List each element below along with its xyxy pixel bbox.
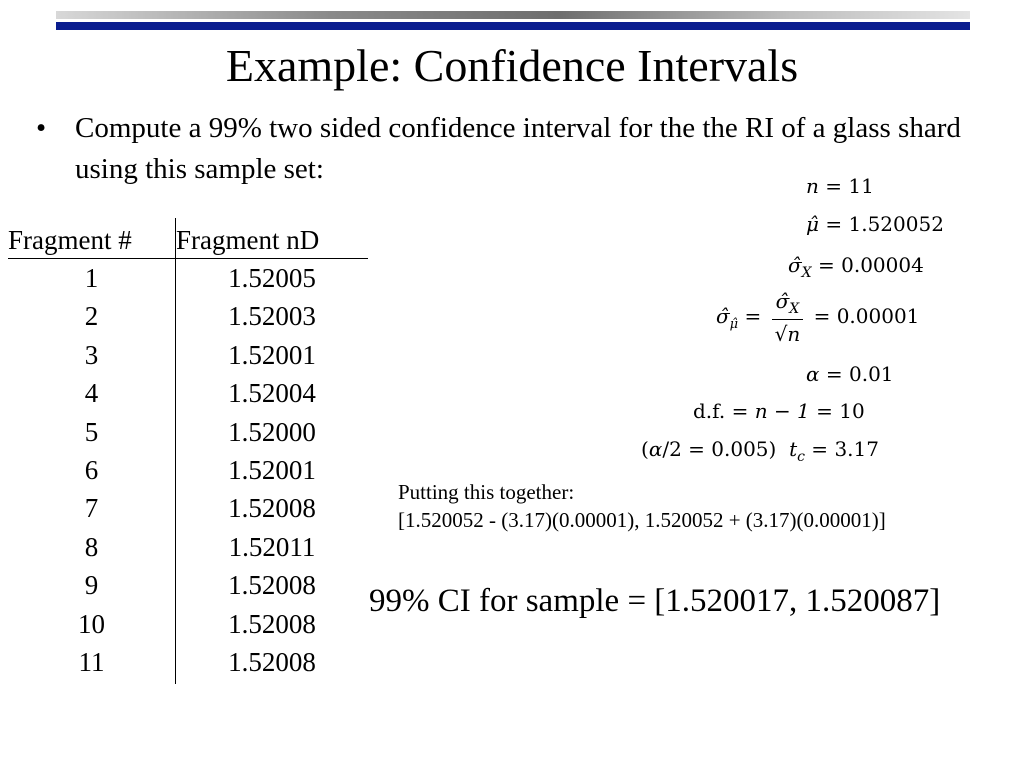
table-body <box>8 261 368 683</box>
table-row <box>8 568 368 606</box>
header-fragment-nd: Fragment nD <box>176 225 320 255</box>
fragment-nd-value: 1.52001 <box>228 454 316 485</box>
df-label: d.f. <box>693 399 726 423</box>
fragment-number: 11 <box>78 646 105 677</box>
fragment-number: 10 <box>78 608 105 639</box>
fragment-number: 9 <box>84 570 99 601</box>
table-row <box>8 299 368 337</box>
eq-degrees-of-freedom: d.f. = n − 1 = 10 <box>693 399 865 423</box>
eq-critical-t: (α/2 = 0.005) $t_c = 3.17$ <box>641 437 879 465</box>
putting-together-label: Putting this together: <box>398 480 575 504</box>
table-row <box>8 491 368 529</box>
fragment-nd-value: 1.52000 <box>228 416 316 447</box>
blue-rule <box>56 22 970 30</box>
fragment-number: 2 <box>84 301 99 332</box>
alpha-half-value: 0.005 <box>711 437 769 461</box>
fragment-nd-value: 1.52004 <box>228 378 316 409</box>
bullet-text: Compute a 99% two sided confidence interval for the the RI of a glass shard using this sample set: <box>75 112 961 185</box>
fragment-nd-value: 1.52008 <box>228 570 316 601</box>
fragment-nd-value: 1.52008 <box>228 493 316 524</box>
fragment-number: 7 <box>84 493 99 524</box>
fragment-number: 5 <box>84 416 99 447</box>
table-row <box>8 530 368 568</box>
fragment-nd-value: 1.52008 <box>228 646 316 677</box>
alpha-value: 0.01 <box>849 362 894 386</box>
fraction-sigma-over-root-n: $\frac{\sigmâ_X}{√n}$ <box>772 289 804 346</box>
table-row <box>8 376 368 414</box>
table-row <box>8 261 368 299</box>
putting-together-block <box>398 478 886 534</box>
table-row <box>8 607 368 645</box>
ci-result: 99% CI for sample = [1.520017, 1.520087] <box>369 583 941 619</box>
table-header <box>8 222 368 259</box>
slide-title: Example: Confidence Intervals <box>225 40 799 91</box>
bullet-dot: • <box>36 112 47 144</box>
fragment-nd-value: 1.52001 <box>228 339 316 370</box>
header-decoration-bar <box>56 9 970 31</box>
eq-mu-hat: μ̂ = 1.520052 <box>806 212 944 236</box>
table-row <box>8 415 368 453</box>
fragment-nd-value: 1.52008 <box>228 608 316 639</box>
eq-alpha: α = 0.01 <box>806 362 894 386</box>
fragment-number: 6 <box>84 454 99 485</box>
eq-sigma-mu: $\sigmâ_{\mû}$ = $\frac{\sigmâ_X}{√n}$ = 0.00001 <box>716 289 920 346</box>
fragment-number: 8 <box>84 531 99 562</box>
fragment-nd-value: 1.52005 <box>228 263 316 293</box>
fragment-number: 4 <box>84 378 99 409</box>
table-row <box>8 338 368 376</box>
header-fragment-number: Fragment # <box>8 225 132 255</box>
fragment-number: 1 <box>84 263 99 293</box>
sigma-mu-value: 0.00001 <box>836 304 920 328</box>
fragment-nd-value: 1.52003 <box>228 301 316 332</box>
grey-rule <box>56 11 970 19</box>
n-value: 11 <box>848 174 874 198</box>
mu-hat-value: 1.520052 <box>848 212 944 236</box>
fragment-nd-value: 1.52011 <box>228 531 316 562</box>
fragment-number: 3 <box>84 339 99 370</box>
interval-formula: [1.520052 - (3.17)(0.00001), 1.520052 + (3.17)(0.00001)] <box>398 508 886 532</box>
df-value: 10 <box>839 399 865 423</box>
tc-value: 3.17 <box>834 437 879 461</box>
table-row <box>8 645 368 683</box>
eq-n: n = 11 <box>806 174 874 198</box>
eq-sigma-x: $\sigmâ_X = 0.00004$ <box>788 253 924 281</box>
sigma-x-value: 0.00004 <box>841 253 924 277</box>
df-expression: n − 1 <box>754 399 810 423</box>
table-row <box>8 453 368 491</box>
